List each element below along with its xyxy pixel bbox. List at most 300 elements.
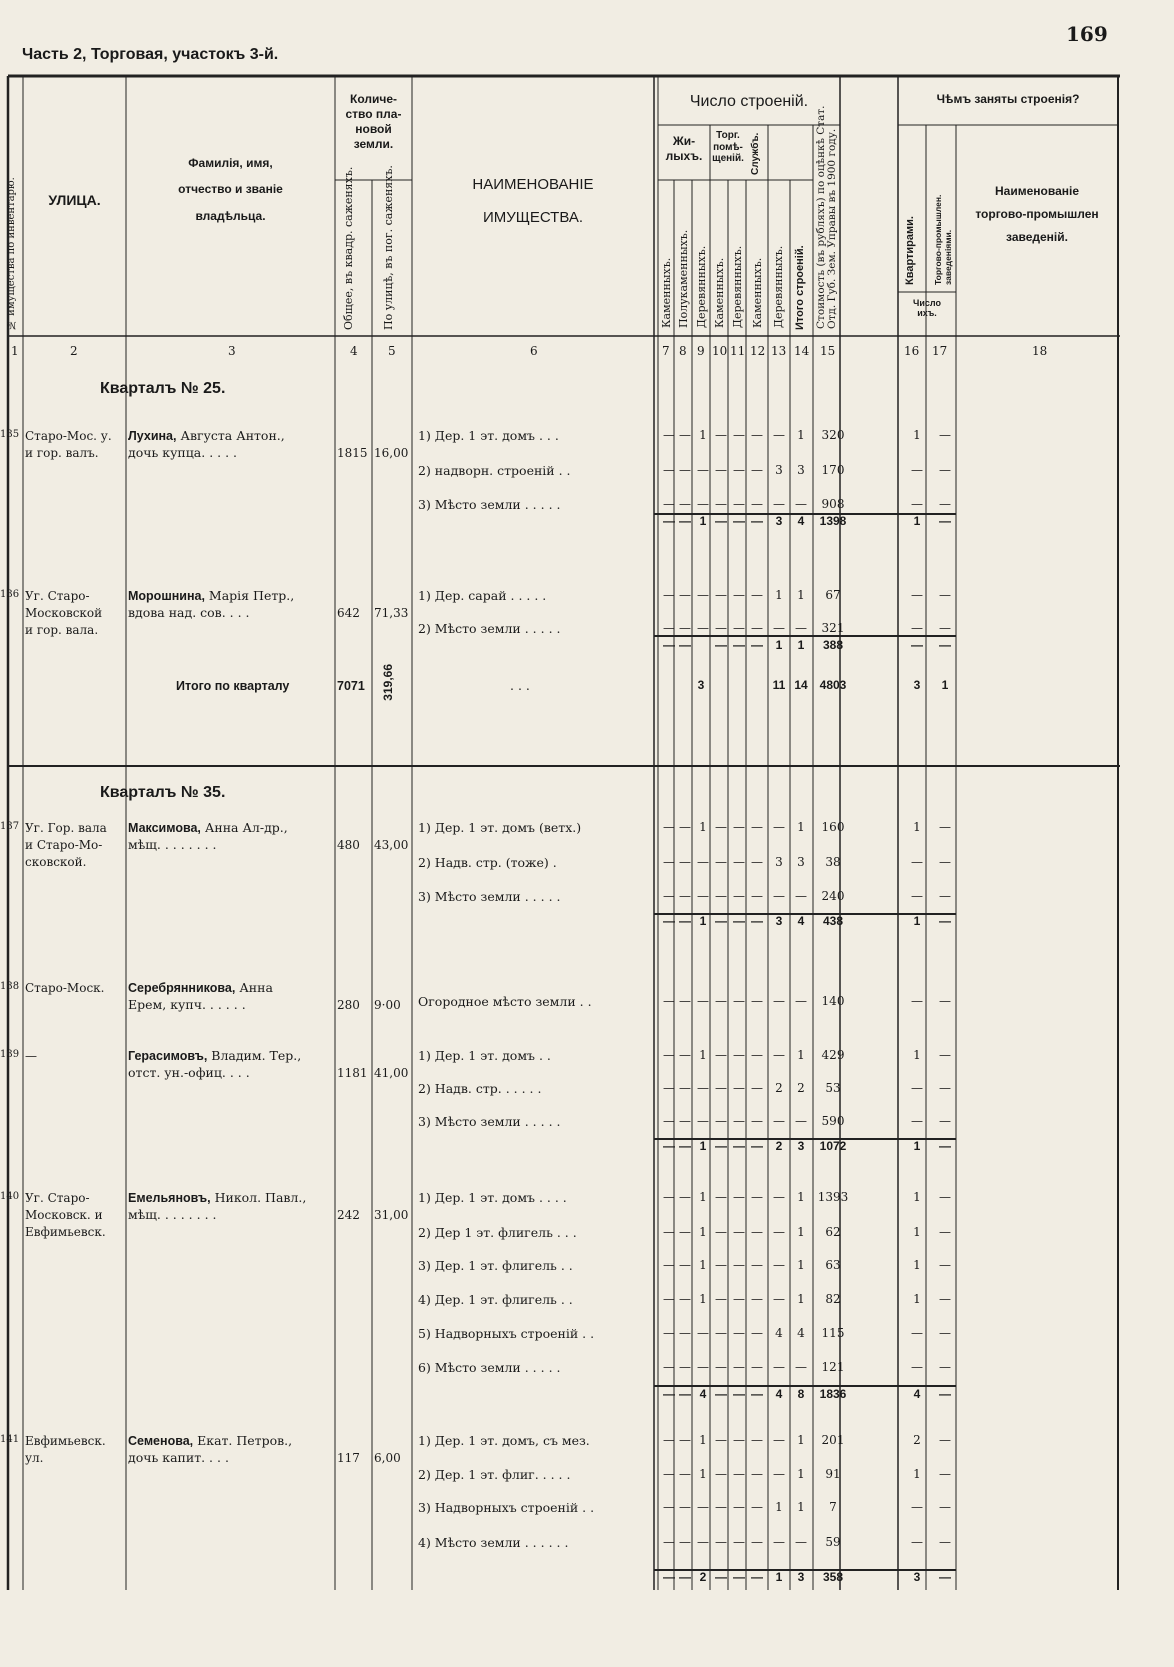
cell-c10: — [715,1048,727,1062]
owner-surname: Лухина, [128,429,177,443]
cell-c9: 1 [699,1292,707,1306]
cell-c16: — [911,855,923,869]
cell-c12: — [751,1081,763,1095]
page-number: 169 [1066,22,1108,46]
cell-c16: — [911,463,923,477]
cell-c17: — [939,1081,951,1095]
cell-c9: 1 [699,1190,707,1204]
street-name: Уг. Старо- [25,1191,90,1205]
total-c16: — [911,638,923,652]
col-number: 15 [820,344,836,358]
cell-c17: — [939,1326,951,1340]
owner-name: Августа Антон., [176,428,285,443]
cell-c7: — [663,1500,675,1514]
cell-c10: — [715,1225,727,1239]
cell-c11: — [733,1258,745,1272]
cell-c17: — [939,889,951,903]
total-c8: — [679,914,691,928]
total-c16: 1 [913,514,921,528]
cell-c14: 1 [797,428,805,442]
header-inventory-no: № имущества по инвентарю. [6,177,17,330]
cell-c10: — [715,497,727,511]
cell-c8: — [679,463,691,477]
property-name: 1) Дер. 1 эт. домъ (ветх.) [418,820,582,835]
cell-c14: — [795,497,807,511]
property-name: 3) Мѣсто земли . . . . . [418,497,561,512]
cell-c16: — [911,588,923,602]
cell-c13: 3 [775,855,783,869]
col-number: 16 [904,344,920,358]
cell-c8: — [679,621,691,635]
total-c15: 1072 [819,1139,847,1153]
cell-c10: — [715,1081,727,1095]
cell-c12: — [751,1292,763,1306]
cell-c7: — [663,1467,675,1481]
cell-c10: — [715,1360,727,1374]
cell-c12: — [751,1258,763,1272]
col-number: 11 [730,344,746,358]
cell-c9: 1 [699,1225,707,1239]
total-c11: — [733,1139,745,1153]
inventory-no: 139 [0,1049,20,1060]
cell-c14: 1 [797,1048,805,1062]
cell-c8: — [679,1081,691,1095]
cell-c7: — [663,820,675,834]
header-owner: Фамилія, имя, отчество и званіе владѣльца. [178,156,283,223]
total-c9: 1 [699,914,707,928]
cell-c13: 2 [775,1081,783,1095]
cell-c13: — [773,1225,785,1239]
cell-c7: — [663,588,675,602]
cell-c13: — [773,621,785,635]
cell-c9: 1 [699,1467,707,1481]
owner-surname: Морошнина, [128,589,205,603]
cell-c17: — [939,1360,951,1374]
cell-c10: — [715,1114,727,1128]
owner-surname: Емельяновъ, [128,1191,211,1205]
cell-c16: — [911,889,923,903]
cell-c8: — [679,497,691,511]
cell-c12: — [751,820,763,834]
cell-c9: — [697,1114,709,1128]
property-name: 2) Надв. стр. . . . . . [418,1081,542,1096]
inventory-no: 141 [0,1434,20,1445]
cell-c15: 91 [825,1467,841,1481]
property-name: 1) Дер. 1 эт. домъ . . . . [418,1190,567,1205]
cell-c10: — [715,855,727,869]
total-c10: — [715,1387,727,1401]
cell-c7: — [663,497,675,511]
cell-c11: — [733,994,745,1008]
cell-c7: — [663,1360,675,1374]
cell-c11: — [733,889,745,903]
owner-title: мѣщ. . . . . . . . [128,837,217,852]
header-c14: Итого строеній. [794,245,806,330]
cell-c12: — [751,1326,763,1340]
cell-c11: — [733,1433,745,1447]
cell-c16: 1 [913,820,921,834]
cell-c11: — [733,855,745,869]
total-c13: 3 [775,914,783,928]
header-residential: Жи- лыхъ. [665,134,703,163]
total-c8: — [679,1387,691,1401]
cell-c12: — [751,1467,763,1481]
cell-c17: — [939,1500,951,1514]
cell-c7: — [663,1258,675,1272]
total-c13: 3 [775,514,783,528]
cell-c10: — [715,1258,727,1272]
cell-c14: 3 [797,855,805,869]
cell-c9: — [697,621,709,635]
cell-c8: — [679,1326,691,1340]
cell-c11: — [733,1048,745,1062]
total-c8: — [679,1570,691,1584]
total-c7: — [663,514,675,528]
quarter-total-c17: 1 [941,678,949,692]
street-name: сковской. [25,855,87,869]
cell-c17: — [939,497,951,511]
cell-c7: — [663,463,675,477]
land-area: 117 [337,1451,360,1465]
street-name: и гор. валъ. [25,446,99,460]
col-number: 5 [388,344,396,358]
street-name: Московской [25,606,103,620]
cell-c14: 2 [797,1081,805,1095]
total-c14: 8 [797,1387,805,1401]
land-front: 41,00 [374,1066,409,1080]
cell-c11: — [733,463,745,477]
cell-c13: — [773,1258,785,1272]
cell-c17: — [939,855,951,869]
cell-c16: — [911,1114,923,1128]
total-c16: 1 [913,914,921,928]
cell-c15: 82 [825,1292,841,1306]
total-c13: 2 [775,1139,783,1153]
cell-c17: — [939,1258,951,1272]
land-area: 242 [337,1208,360,1222]
cell-c9: — [697,1326,709,1340]
cell-c16: — [911,497,923,511]
cell-c16: 1 [913,1225,921,1239]
cell-c11: — [733,497,745,511]
cell-c15: 201 [821,1433,845,1447]
cell-c14: 1 [797,1500,805,1514]
cell-c15: 121 [821,1360,845,1374]
total-c12: — [751,514,763,528]
property-name: 3) Дер. 1 эт. флигель . . [418,1258,573,1273]
header-c11: Деревянныхъ. [731,245,744,328]
owner-name: Анна Ал-др., [200,820,288,835]
street-name: Евфимьевск. [25,1434,106,1448]
cell-c14: — [795,1360,807,1374]
cell-c9: — [697,1500,709,1514]
owner-surname: Серебрянникова, [128,981,236,995]
quarter-title: Кварталъ № 25. [100,380,226,397]
total-c9: 2 [699,1570,707,1584]
land-front: 9·00 [374,998,401,1012]
cell-c7: — [663,1081,675,1095]
land-front: 71,33 [374,606,409,620]
cell-c9: — [697,463,709,477]
property-name: 4) Мѣсто земли . . . . . . [418,1535,569,1550]
cell-c11: — [733,428,745,442]
cell-c7: — [663,621,675,635]
total-c17: — [939,514,951,528]
col-number: 13 [771,344,787,358]
cell-c12: — [751,1225,763,1239]
cell-c17: — [939,1190,951,1204]
total-c11: — [733,914,745,928]
cell-c8: — [679,1292,691,1306]
property-name: 3) Мѣсто земли . . . . . [418,889,561,904]
cell-c15: 590 [821,1114,845,1128]
owner [128,1190,306,1207]
cell-c14: — [795,889,807,903]
header-area-front: По улицѣ, въ пог. саженяхъ. [382,165,395,330]
street-name: — [25,1049,37,1063]
property-name: 2) Дер 1 эт. флигель . . . [418,1225,577,1240]
cell-c15: 7 [829,1500,837,1514]
total-c17: — [939,1139,951,1153]
cell-c16: 1 [913,1258,921,1272]
cell-c11: — [733,1326,745,1340]
total-c15: 388 [822,638,844,652]
header-c9: Деревянныхъ. [695,245,708,328]
cell-c12: — [751,1360,763,1374]
cell-c8: — [679,855,691,869]
cell-c8: — [679,1360,691,1374]
cell-c12: — [751,497,763,511]
property-name: 3) Мѣсто земли . . . . . [418,1114,561,1129]
col-number: 17 [932,344,948,358]
cell-c11: — [733,1292,745,1306]
cell-c15: 1393 [817,1190,849,1204]
cell-c13: — [773,1467,785,1481]
property-name: 5) Надворныхъ строеній . . [418,1326,595,1341]
cell-c15: 908 [821,497,845,511]
cell-c15: 160 [821,820,845,834]
cell-c9: — [697,588,709,602]
cell-c13: — [773,994,785,1008]
cell-c16: — [911,994,923,1008]
total-c8: — [679,514,691,528]
owner-title: мѣщ. . . . . . . . [128,1207,217,1222]
cell-c12: — [751,588,763,602]
cell-c13: 1 [775,588,783,602]
owner-title: отст. ун.-офиц. . . . [128,1065,250,1080]
total-c15: 438 [822,914,844,928]
header-count: Число ихъ. [913,298,941,319]
cell-c13: — [773,1292,785,1306]
cell-c11: — [733,1467,745,1481]
owner [128,1433,292,1450]
total-c12: — [751,1387,763,1401]
cell-c9: — [697,889,709,903]
cell-c13: — [773,1433,785,1447]
cell-c9: — [697,1081,709,1095]
cell-c9: 1 [699,1258,707,1272]
total-c14: 3 [797,1570,805,1584]
cell-c11: — [733,1360,745,1374]
cell-c9: 1 [699,1048,707,1062]
cell-c10: — [715,820,727,834]
cell-c15: 38 [825,855,841,869]
property-name: 2) надворн. строеній . . [418,463,571,478]
cell-c7: — [663,1048,675,1062]
cell-c17: — [939,1535,951,1549]
total-c10: — [715,638,727,652]
col-number: 2 [70,344,78,358]
total-c17: — [939,1570,951,1584]
cell-c11: — [733,1535,745,1549]
cell-c14: — [795,1114,807,1128]
street-name: Московск. и [25,1208,103,1222]
total-c9: 1 [699,514,707,528]
cell-c8: — [679,1190,691,1204]
property-name: 1) Дер. 1 эт. домъ . . [418,1048,551,1063]
cell-c13: 3 [775,463,783,477]
cell-c17: — [939,1114,951,1128]
land-area: 642 [337,606,360,620]
total-c13: 1 [775,638,783,652]
land-front: 31,00 [374,1208,409,1222]
cell-c14: 1 [797,820,805,834]
cell-c10: — [715,428,727,442]
cell-c13: — [773,428,785,442]
cell-c8: — [679,889,691,903]
land-area: 1181 [337,1066,368,1080]
cell-c9: 1 [699,820,707,834]
header-c15: Стоимость (въ рубляхъ) по оцѣнкѣ Стат. Отд. Губ. Зем. Управы въ 1900 году. [815,105,839,329]
quarter-title: Кварталъ № 35. [100,784,226,801]
cell-c15: 63 [825,1258,841,1272]
cell-c14: 1 [797,1258,805,1272]
cell-c9: — [697,994,709,1008]
cell-c11: — [733,621,745,635]
col-number: 9 [697,344,705,358]
cell-c10: — [715,463,727,477]
cell-c10: — [715,1292,727,1306]
owner-title: вдова над. сов. . . . [128,605,250,620]
total-c16: 4 [913,1387,921,1401]
cell-c7: — [663,1326,675,1340]
total-c7: — [663,1139,675,1153]
cell-c11: — [733,1190,745,1204]
cell-c9: — [697,1535,709,1549]
cell-c11: — [733,1225,745,1239]
cell-c8: — [679,1114,691,1128]
cell-c7: — [663,1190,675,1204]
cell-c16: 2 [913,1433,921,1447]
cell-c16: 1 [913,1190,921,1204]
street-name: и гор. вала. [25,623,99,637]
cell-c12: — [751,1048,763,1062]
total-c7: — [663,1570,675,1584]
total-c13: 4 [775,1387,783,1401]
quarter-total-c13: 11 [772,678,786,692]
cell-c13: — [773,889,785,903]
header-c7: Каменныхъ. [660,257,673,328]
col-number: 6 [530,344,538,358]
total-c8: — [679,638,691,652]
cell-c11: — [733,1500,745,1514]
total-c13: 1 [775,1570,783,1584]
cell-c13: — [773,820,785,834]
cell-c12: — [751,1433,763,1447]
cell-c14: 4 [797,1326,805,1340]
owner [128,588,294,605]
inventory-no: 140 [0,1191,20,1202]
header-service: Службъ. [750,132,761,175]
quarter-total-front: 319,66 [381,664,395,701]
cell-c15: 67 [825,588,841,602]
header-c12: Каменныхъ. [751,257,764,328]
cell-c12: — [751,621,763,635]
quarter-total-label: Итого по кварталу [176,679,290,693]
cell-c8: — [679,1258,691,1272]
cell-c8: — [679,588,691,602]
cell-c13: — [773,497,785,511]
inventory-no: 136 [0,589,20,600]
cell-c15: 170 [821,463,845,477]
land-front: 6,00 [374,1451,401,1465]
total-c10: — [715,1570,727,1584]
cell-c12: — [751,994,763,1008]
owner-surname: Семенова, [128,1434,194,1448]
cell-c16: — [911,1500,923,1514]
cell-c7: — [663,994,675,1008]
cell-c10: — [715,889,727,903]
total-c7: — [663,914,675,928]
street-name: ул. [25,1451,44,1465]
land-area: 1815 [337,446,368,460]
street-name: Евфимьевск. [25,1225,106,1239]
cell-c13: — [773,1535,785,1549]
total-c14: 3 [797,1139,805,1153]
cell-c11: — [733,588,745,602]
cell-c14: — [795,1535,807,1549]
col-number: 12 [750,344,766,358]
header-c18: Наименованіе торгово-промышлен заведеній. [975,184,1099,244]
cell-c13: 4 [775,1326,783,1340]
property-name: 2) Надв. стр. (тоже) . [418,855,557,870]
cell-c11: — [733,1114,745,1128]
cell-c10: — [715,621,727,635]
land-front: 43,00 [374,838,409,852]
cell-c14: 3 [797,463,805,477]
cell-c7: — [663,855,675,869]
land-front: 16,00 [374,446,409,460]
cell-c7: — [663,1114,675,1128]
total-c12: — [751,1570,763,1584]
inventory-no: 138 [0,981,20,992]
cell-c16: 1 [913,428,921,442]
cell-c16: — [911,1326,923,1340]
col-number: 18 [1032,344,1048,358]
total-c14: 4 [797,914,805,928]
header-c8: Полукаменныхъ. [677,229,690,328]
total-c8: — [679,1139,691,1153]
total-c15: 358 [822,1570,844,1584]
header-property: НАИМЕНОВАНІЕ ИМУЩЕСТВА. [472,176,594,226]
property-name: 1) Дер. 1 эт. домъ, съ мез. [418,1433,590,1448]
page-header: Часть 2, Торговая, участокъ 3-й. [22,46,279,63]
cell-c9: 1 [699,428,707,442]
cell-c17: — [939,428,951,442]
street-name: и Старо-Мо- [25,838,103,852]
cell-c15: 320 [821,428,845,442]
quarter-total-c16: 3 [913,678,921,692]
